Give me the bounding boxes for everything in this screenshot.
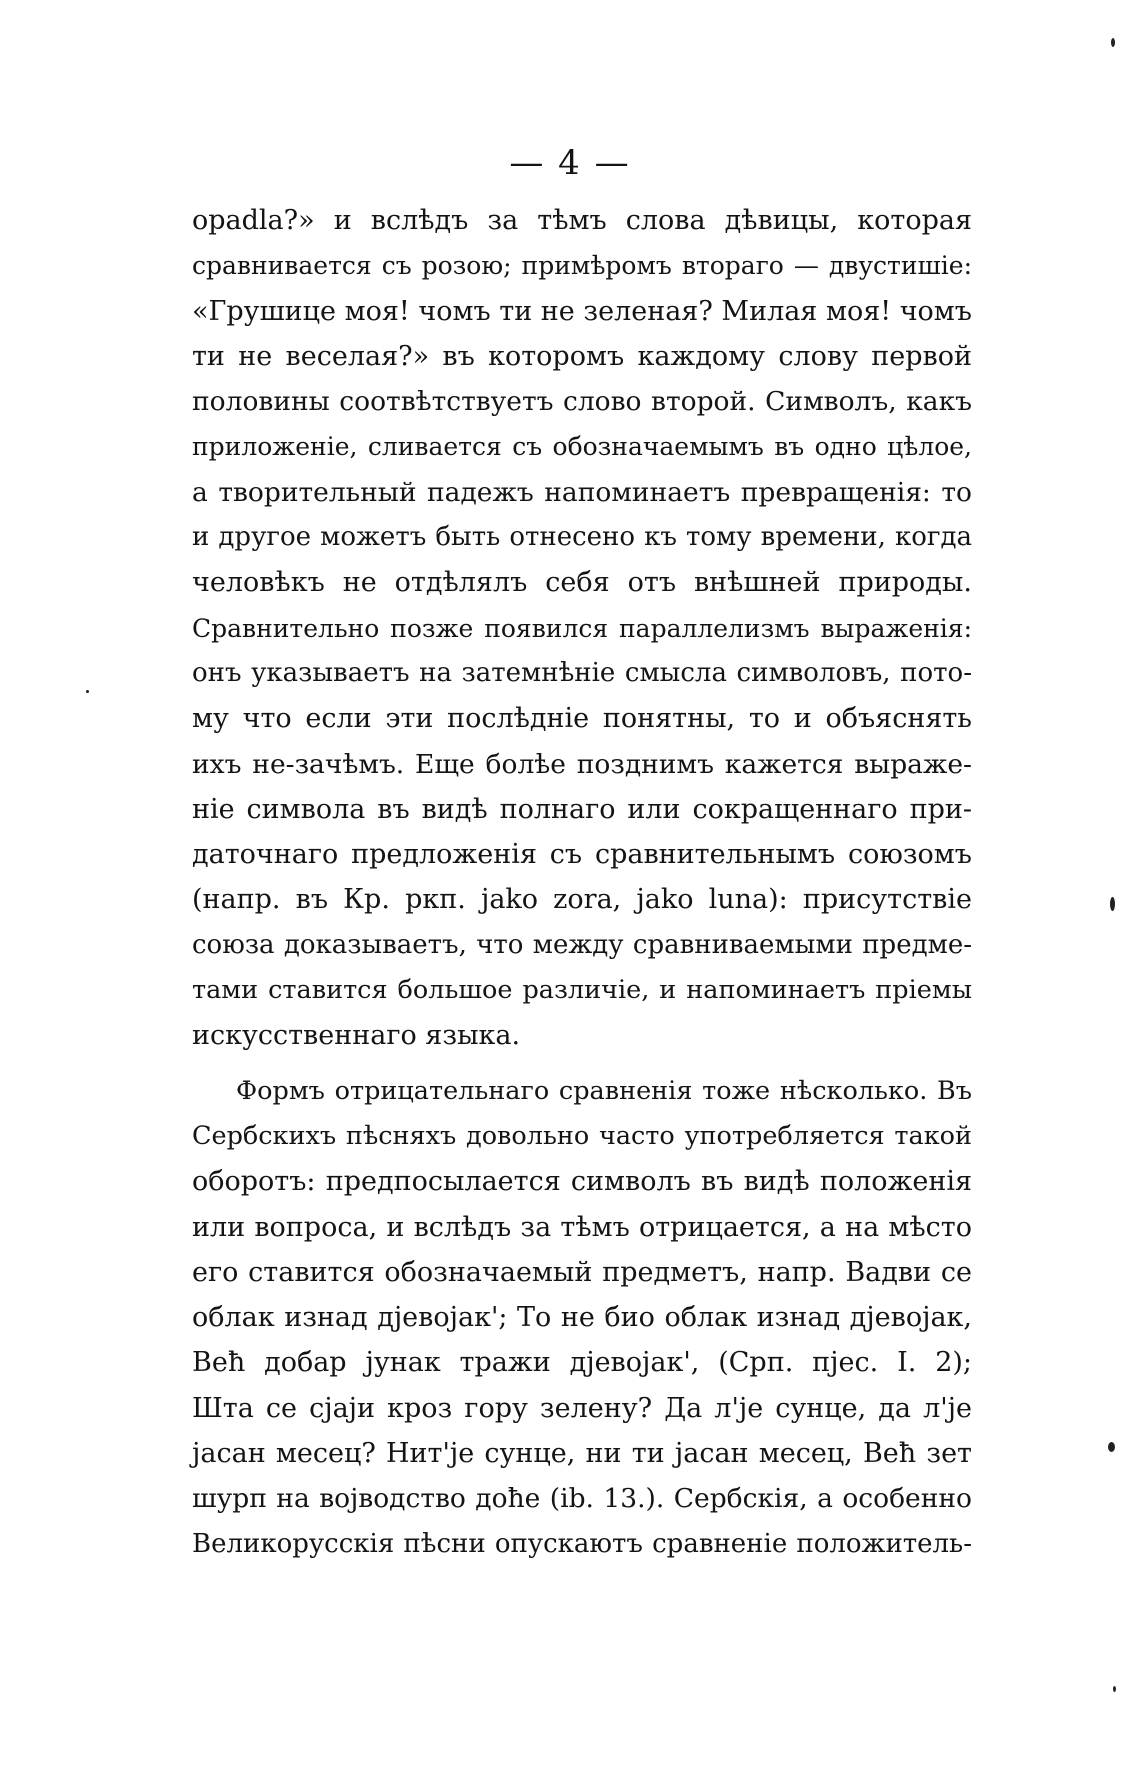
text-line: ти не веселая?» въ которомъ каждому слову первой (192, 340, 972, 372)
text-line: Сербскихъ пѣсняхъ довольно часто употребляется такой (192, 1120, 972, 1151)
scan-speck (1111, 38, 1115, 47)
text-line: Великорусскія пѣсни опускаютъ сравненіе положитель- (192, 1528, 972, 1559)
text-line: или вопроса, и вслѣдъ за тѣмъ отрицается, а на мѣсто (192, 1211, 972, 1243)
text-line: шурп на војводство доħе (ib. 13.). Сербскія, а особенно (192, 1483, 972, 1515)
text-line: и другое можетъ быть отнесено къ тому времени, когда (192, 522, 972, 553)
text-line: половины соотвѣтствуетъ слово второй. Символъ, какъ (192, 386, 972, 418)
text-line: облак изнад дјевојак'; То не био облак изнад дјевојак, (192, 1302, 972, 1334)
scan-speck (1108, 1442, 1115, 1452)
paragraph-2 (192, 1069, 972, 1567)
text-line: му что если эти послѣдніе понятны, то и объяснять (192, 703, 972, 735)
scan-speck (1113, 1686, 1116, 1692)
text-line: сравнивается съ розою; примѣромъ втораго — двустишіе: (192, 251, 972, 281)
text-line: Сравнительно позже появился параллелизмъ выраженія: (192, 613, 972, 643)
text-line: Формъ отрицательнаго сравненія тоже нѣсколько. Въ (236, 1075, 972, 1106)
text-line: онъ указываетъ на затемнѣніе смысла символовъ, пото- (192, 657, 972, 688)
text-line: его ставится обозначаемый предметъ, напр. Вадви се (192, 1256, 972, 1288)
text-line: (напр. въ Кр. ркп. jako zora, jako luna): присутствіе (192, 884, 972, 916)
text-line: ихъ не-зачѣмъ. Еще болѣе позднимъ кажется выраже- (192, 748, 972, 780)
body-text (192, 198, 972, 1567)
paragraph-1 (192, 198, 972, 1059)
text-line: оборотъ: предпосылается символъ въ видѣ положенія (192, 1166, 972, 1198)
text-line: јасан месец? Нит'је сунце, ни ти јасан месец, Веħ зет (192, 1438, 972, 1470)
text-line: человѣкъ не отдѣлялъ себя отъ внѣшней природы. (192, 567, 972, 599)
text-line: opadla?» и вслѣдъ за тѣмъ слова дѣвицы, которая (192, 205, 972, 236)
text-line: даточнаго предложенія съ сравнительнымъ союзомъ (192, 839, 972, 871)
text-line: «Грушице моя! чомъ ти не зеленая? Милая моя! чомъ (192, 295, 972, 327)
page-number: — 4 — (509, 143, 631, 183)
text-line: тами ставится большое различіе, и напоминаетъ пріемы (192, 975, 972, 1006)
scan-speck (1110, 897, 1115, 911)
text-line: приложеніе, сливается съ обозначаемымъ въ одно цѣлое, (192, 432, 972, 462)
text-line: ніе символа въ видѣ полнаго или сокращеннаго при- (192, 793, 972, 825)
text-line: а творительный падежъ напоминаетъ превращенія: то (192, 476, 972, 508)
text-line: искусственнаго языка. (192, 1020, 521, 1052)
text-line: союза доказываетъ, что между сравниваемыми предме- (192, 929, 972, 960)
scan-speck (86, 690, 89, 693)
text-line: Веħ добар јунак тражи дјевојак', (Срп. пјес. I. 2); (192, 1347, 972, 1379)
text-line: Шта се сјаји кроз гору зелену? Да л'је сунце, да л'је (192, 1392, 972, 1424)
